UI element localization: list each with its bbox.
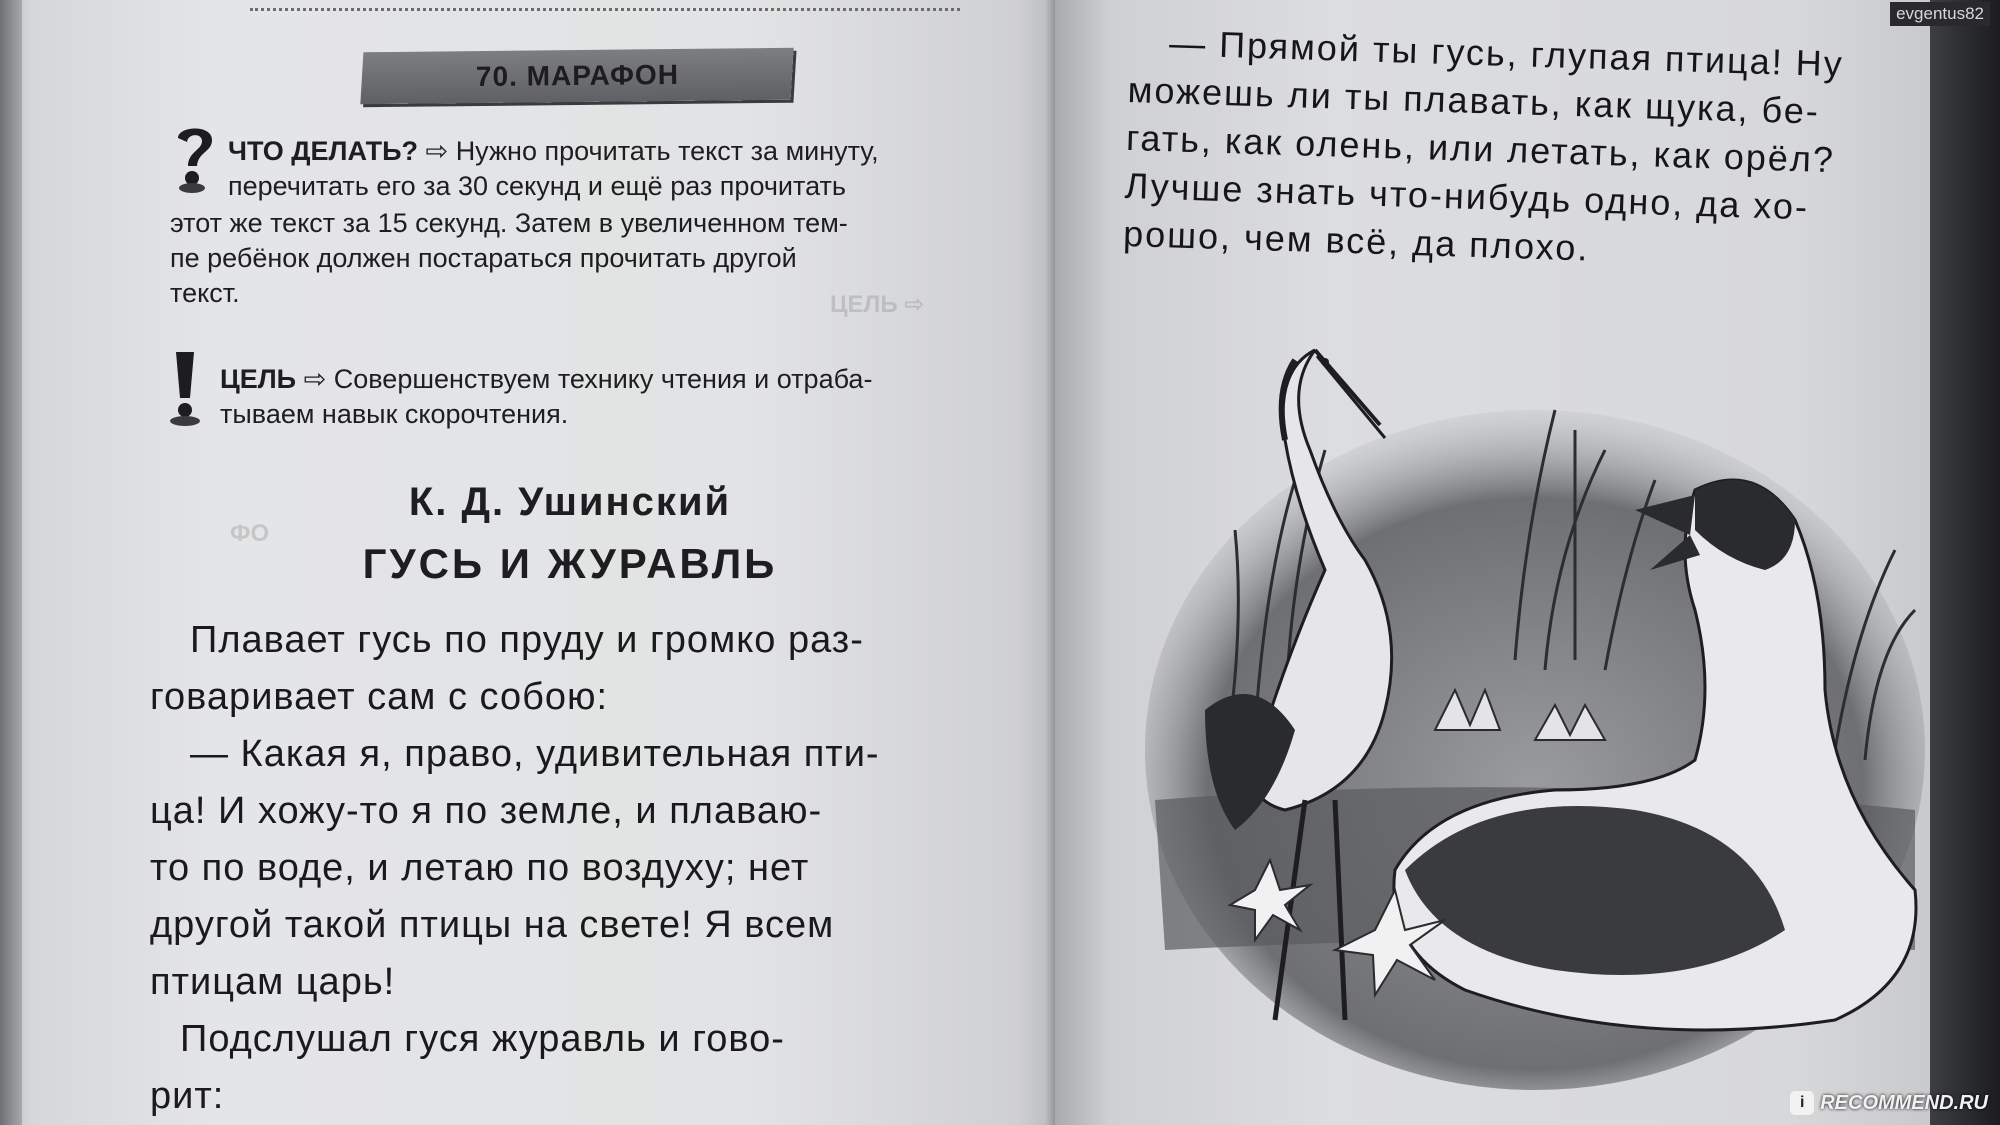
story-line: Лучше знать что-нибудь одно, да хо-	[1124, 164, 1810, 228]
what-to-do-block	[228, 134, 968, 204]
goal-arrow: ⇨	[303, 364, 327, 394]
site-watermark-text: RECOMMEND.RU	[1820, 1091, 1988, 1114]
chapter-title: 70. МАРАФОН	[475, 58, 679, 93]
story-line: птицам царь!	[150, 961, 396, 1003]
story-line: Плавает гусь по пруду и громко раз-	[190, 619, 864, 661]
goal-block	[220, 362, 980, 432]
story-line: — Прямой ты гусь, глупая птица! Ну	[1168, 22, 1845, 85]
story-line: Подслушал гуся журавль и гово-	[180, 1018, 785, 1060]
site-watermark	[1790, 1091, 1988, 1115]
story-line: то по воде, и летаю по воздуху; нет	[150, 847, 810, 889]
exclamation-icon	[162, 348, 208, 428]
story-line: рошо, чем всё, да плохо.	[1122, 212, 1591, 269]
story-line: — Какая я, право, удивительная пти-	[190, 733, 880, 775]
goal-line1: Совершенствуем технику чтения и отраба-	[333, 364, 873, 394]
background-edge	[1930, 0, 2000, 1125]
story-text-left	[150, 612, 980, 1125]
recommend-logo-icon: i	[1790, 1091, 1814, 1115]
what-to-do-line2: перечитать его за 30 секунд и ещё раз прочитать	[228, 171, 846, 201]
question-mark-icon	[170, 122, 220, 196]
story-author: К. Д. Ушинский	[408, 480, 732, 524]
what-to-do-arrow: ⇨	[425, 136, 449, 166]
what-to-do-line5: текст.	[170, 278, 240, 308]
page-edge	[0, 0, 22, 1125]
goal-label: ЦЕЛЬ	[220, 364, 297, 394]
crane-and-goose-illustration	[1135, 330, 1935, 1090]
what-to-do-label: ЧТО ДЕЛАТЬ?	[228, 136, 419, 166]
story-line: говаривает сам с собою:	[150, 676, 609, 718]
what-to-do-line4: пе ребёнок должен постараться прочитать другой	[170, 243, 797, 273]
username-watermark: evgentus82	[1890, 2, 1990, 26]
story-title: ГУСЬ И ЖУРАВЛЬ	[362, 540, 778, 587]
chapter-banner	[360, 48, 793, 105]
goal-line2: тываем навык скорочтения.	[220, 399, 569, 429]
story-line: другой такой птицы на свете! Я всем	[150, 904, 835, 946]
what-to-do-line3: этот же текст за 15 секунд. Затем в увеличенном тем-	[170, 208, 848, 238]
story-line: можешь ли ты плавать, как щука, бе-	[1127, 68, 1821, 132]
top-dotted-rule	[250, 8, 960, 15]
story-text-right	[1122, 18, 1849, 280]
story-line: ца! И хожу-то я по земле, и плаваю-	[150, 790, 823, 832]
show-through-text: ЦЕЛЬ ⇨	[830, 291, 925, 318]
what-to-do-line1: Нужно прочитать текст за минуту,	[455, 136, 879, 166]
story-line: рит:	[150, 1075, 225, 1117]
show-through-text: ФО	[230, 520, 270, 547]
story-line: гать, как олень, или летать, как орёл?	[1125, 116, 1836, 181]
